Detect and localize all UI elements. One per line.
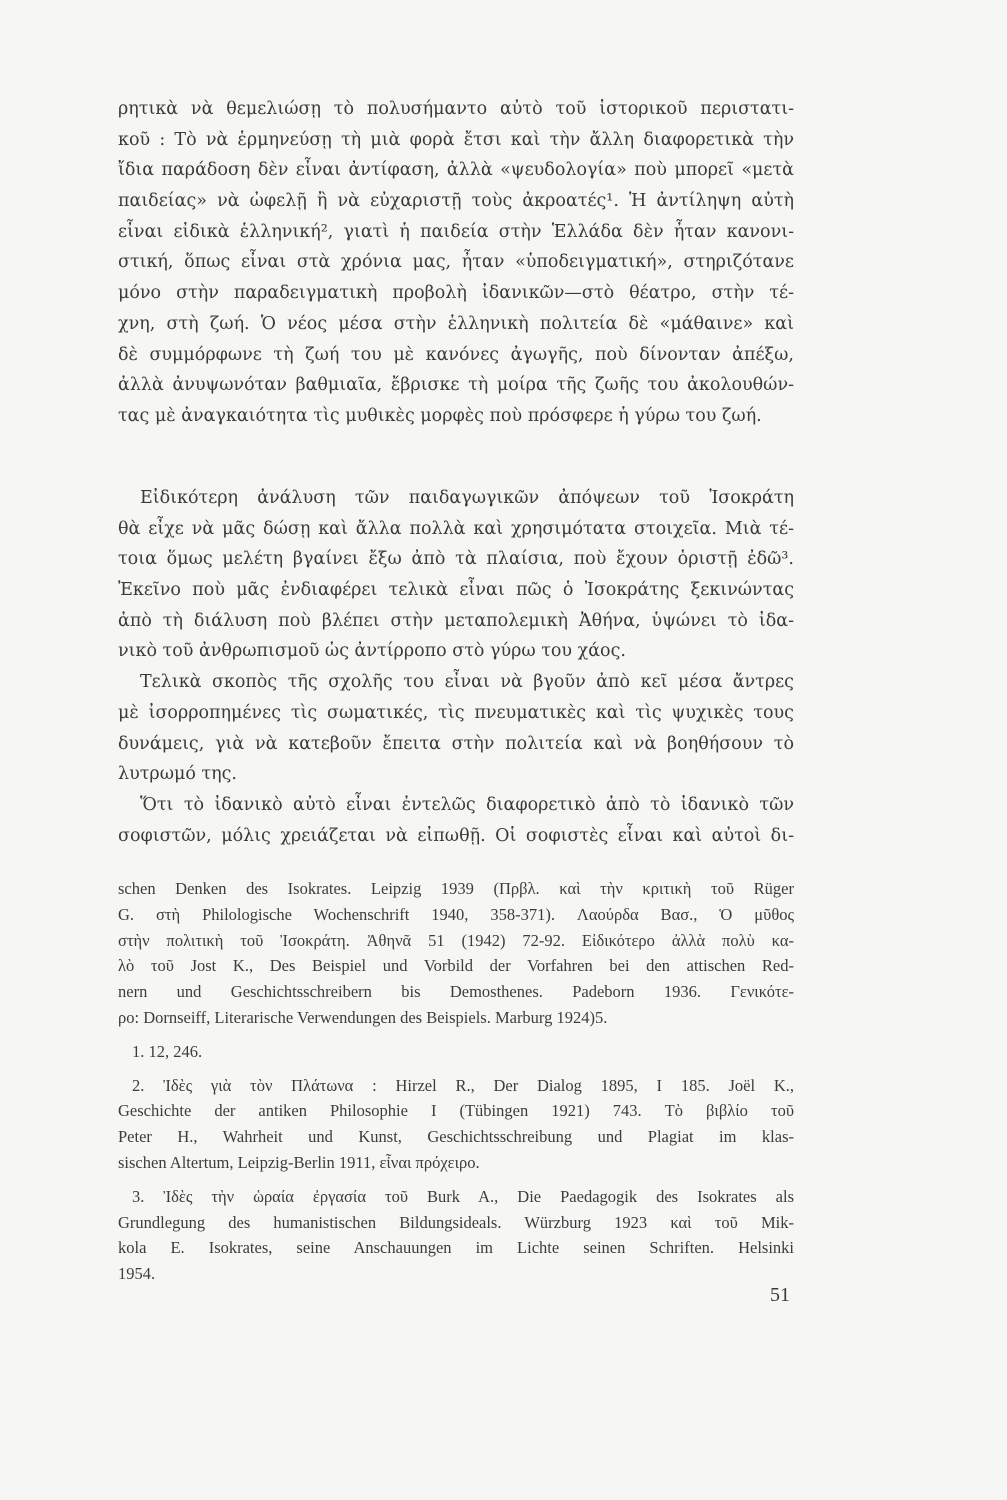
footnote-3 [118, 1184, 794, 1287]
text-line: σοφιστῶν, μόλις χρειάζεται νὰ εἰπωθῇ. Οἱ σοφιστὲς εἶναι καὶ αὐτοὶ δι- [118, 825, 794, 846]
text-line: ἴδια παράδοση δὲν εἶναι ἀντίφαση, ἀλλὰ «ψευδολογία» ποὺ μπορεῖ «μετὰ [118, 160, 794, 181]
footnote-line: ρο: Dornseiff, Literarische Verwendungen des Beispiels. Marburg 1924)5. [118, 1007, 608, 1027]
footnote-line: 3. Ἰδὲς τὴν ὡραία ἐργασία τοῦ Burk A., Die Paedagogik des Isokrates als [132, 1186, 794, 1206]
text-line: μόνο στὴν παραδειγματικὴ προβολὴ ἰδανικῶν—στὸ θέατρο, στὴν τέ- [118, 283, 794, 304]
text-line: τοια ὅμως μελέτη βγαίνει ἔξω ἀπὸ τὰ πλαίσια, ποὺ ἔχουν ὁριστῇ ἐδῶ³. [118, 549, 794, 570]
footnote-line: Grundlegung des humanistischen Bildungsideals. Würzburg 1923 καὶ τοῦ Mik- [118, 1212, 794, 1232]
text-line: δυνάμεις, γιὰ νὰ κατεβοῦν ἔπειτα στὴν πολιτεία καὶ νὰ βοηθήσουν τὸ [118, 733, 794, 754]
footnote-line: sischen Altertum, Leipzig-Berlin 1911, εἶναι πρόχειρο. [118, 1152, 480, 1172]
text-line: εἶναι εἰδικὰ ἑλληνική², γιατὶ ἡ παιδεία στὴν Ἑλλάδα δὲν ἦταν κανονι- [118, 221, 794, 242]
text-line: τας μὲ ἀναγκαιότητα τὶς μυθικὲς μορφὲς ποὺ πρόσφερε ἡ γύρω του ζωή. [118, 405, 762, 426]
text-line: Εἰδικότερη ἀνάλυση τῶν παιδαγωγικῶν ἀπόψεων τοῦ Ἰσοκράτη [140, 488, 794, 508]
text-line: λυτρωμό της. [118, 764, 237, 785]
page-number: 51 [770, 1284, 790, 1306]
text-line: Ἐκεῖνο ποὺ μᾶς ἐνδιαφέρει τελικὰ εἶναι πῶς ὁ Ἰσοκράτης ξεκινώντας [118, 580, 794, 601]
text-line: ἀλλὰ ἀνυψωνόταν βαθμιαῖα, ἔβρισκε τὴ μοίρα τῆς ζωῆς του ἀκολουθών- [118, 375, 794, 396]
text-line: κοῦ : Τὸ νὰ ἑρμηνεύσῃ τὴ μιὰ φορὰ ἔτσι καὶ τὴν ἄλλη διαφορετικὰ τὴν [118, 129, 794, 150]
text-line: στική, ὅπως εἶναι στὰ χρόνια μας, ἦταν «ὑποδειγματική», στηριζότανε [118, 252, 794, 273]
footnote-2 [118, 1073, 794, 1176]
footnote-line: στὴν πολιτικὴ τοῦ Ἰσοκράτη. Ἀθηνᾶ 51 (1942) 72-92. Εἰδικότερο ἀλλὰ πολὺ κα- [118, 930, 794, 950]
footnote-line: Geschichte der antiken Philosophie I (Tübingen 1921) 743. Τὸ βιβλίο τοῦ [118, 1101, 794, 1121]
footnote-line: G. στὴ Philologische Wochenschrift 1940, 358-371). Λαούρδα Βασ., Ὁ μῦθος [118, 904, 794, 924]
footnote-continuation [118, 876, 794, 1031]
footnote-line: nern und Geschichtsschreibern bis Demosthenes. Padeborn 1936. Γενικότε- [118, 982, 794, 1002]
footnote-line: 1954. [118, 1264, 156, 1284]
text-line: χνη, στὴ ζωή. Ὁ νέος μέσα στὴν ἑλληνικὴ πολιτεία δὲ «μάθαινε» καὶ [118, 313, 794, 334]
text-line: μὲ ἰσορροπημένες τὶς σωματικές, τὶς πνευματικὲς καὶ τὶς ψυχικὲς τους [118, 702, 794, 723]
footnote-line: 2. Ἰδὲς γιὰ τὸν Πλάτωνα : Hirzel R., Der Dialog 1895, I 185. Joël K., [132, 1075, 794, 1095]
footnote-line: Peter H., Wahrheit und Kunst, Geschichtsschreibung und Plagiat im klas- [118, 1127, 794, 1147]
text-line: νικὸ τοῦ ἀνθρωπισμοῦ ὡς ἀντίρροπο στὸ γύρω του χάος. [118, 641, 626, 662]
footnote-line: schen Denken des Isokrates. Leipzig 1939 (Πρβλ. καὶ τὴν κριτικὴ τοῦ Rüger [118, 879, 794, 898]
footnote-line: 1. 12, 246. [132, 1041, 203, 1061]
footnote-line: kola E. Isokrates, seine Anschauungen im Lichte seinen Schriften. Helsinki [118, 1238, 794, 1258]
text-line: δὲ συμμόρφωνε τὴ ζωή του μὲ κανόνες ἀγωγῆς, ποὺ δίνονταν ἀπέξω, [118, 344, 794, 365]
footnote-line: λὸ τοῦ Jost K., Des Beispiel und Vorbild der Vorfahren bei den attischen Red- [118, 956, 794, 976]
text-line: παιδείας» νὰ ὠφελῇ ἢ νὰ εὐχαριστῇ τοὺς ἀκροατές¹. Ἡ ἀντίληψη αὐτὴ [118, 191, 794, 212]
footnotes [118, 876, 794, 1287]
text-line: ἀπὸ τὴ διάλυση ποὺ βλέπει στὴν μεταπολεμικὴ Ἀθήνα, ὑψώνει τὸ ἰδα- [118, 610, 794, 631]
text-line: θὰ εἶχε νὰ μᾶς δώσῃ καὶ ἄλλα πολλὰ καὶ χρησιμότατα στοιχεῖα. Μιὰ τέ- [118, 518, 794, 539]
text-line: Ὅτι τὸ ἰδανικὸ αὐτὸ εἶναι ἐντελῶς διαφορετικὸ ἀπὸ τὸ ἰδανικὸ τῶν [140, 794, 794, 815]
footnote-1 [118, 1039, 794, 1065]
text-line: ρητικὰ νὰ θεμελιώσῃ τὸ πολυσήμαντο αὐτὸ τοῦ ἱστορικοῦ περιστατι- [118, 99, 794, 119]
paragraph-group [118, 483, 794, 851]
text-line: Τελικὰ σκοπὸς τῆς σχολῆς του εἶναι νὰ βγοῦν ἀπὸ κεῖ μέσα ἄντρες [140, 672, 794, 693]
paragraph-continuation [118, 94, 794, 432]
